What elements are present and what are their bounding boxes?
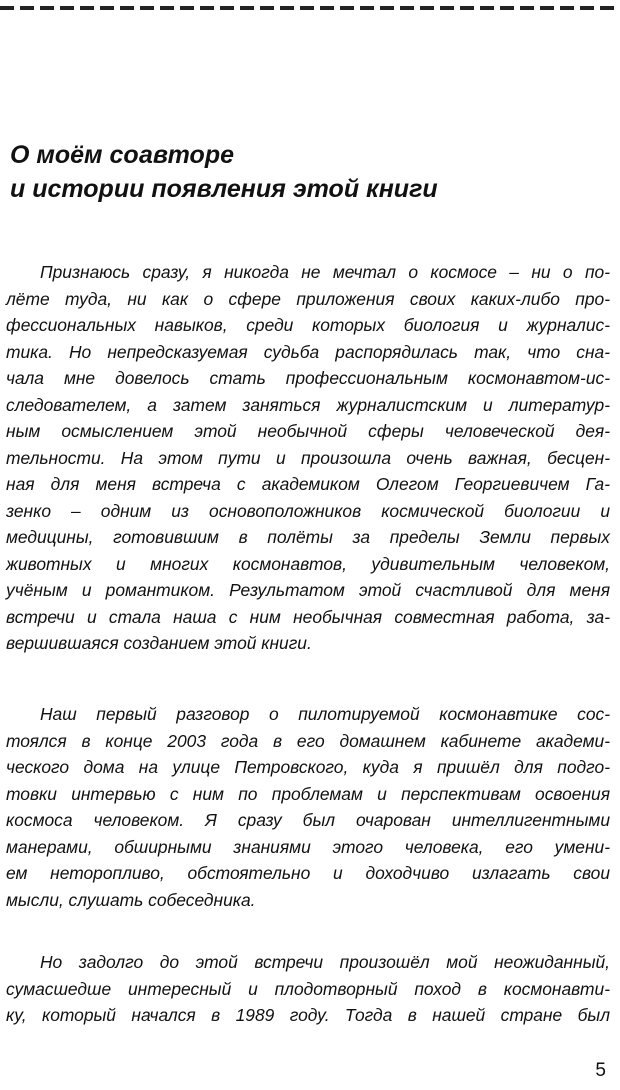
text-line: Но задолго до этой встречи произошёл мой неожиданный, xyxy=(40,952,610,972)
text-line: ем неторопливо, обстоятельно и доходчиво излагать свои xyxy=(6,863,610,883)
text-line: тельности. На этом пути и произошла очень важная, бесцен- xyxy=(6,447,610,468)
text-line: ческого дома на улице Петровского, куда я пришёл для подго- xyxy=(6,757,610,777)
chapter-title xyxy=(10,138,610,206)
text-line: космоса человеком. Я сразу был очарован интеллигентными xyxy=(6,810,610,830)
text-line: ным осмыслением этой необычной сферы человеческой дея- xyxy=(6,421,610,441)
body-paragraph-2 xyxy=(6,701,610,913)
text-line: сумасшедше интересный и плодотворный поход в космонавти- xyxy=(6,978,610,999)
text-line: животных и многих космонавтов, удивительным человеком, xyxy=(6,553,610,574)
text-line: следователем, а затем заняться журналистским и литератур- xyxy=(6,394,610,415)
text-line: вершившаяся созданием этой книги. xyxy=(6,633,312,653)
text-line: ку, который начался в 1989 году. Тогда в нашей стране был xyxy=(6,1005,610,1025)
top-dashed-rule xyxy=(0,6,620,10)
text-line: тоялся в конце 2003 года в его домашнем кабинете академи- xyxy=(6,730,610,751)
text-line: товки интервью с ним по проблемам и перспективам освоения xyxy=(6,783,610,804)
text-line: ная для меня встреча с академиком Олегом Георгиевичем Га- xyxy=(6,474,610,494)
chapter-title-line: и истории появления этой книги xyxy=(10,175,438,203)
text-line: Признаюсь сразу, я никогда не мечтал о космосе – ни о по- xyxy=(40,262,610,282)
text-line: мысли, слушать собеседника. xyxy=(6,889,256,910)
text-line: манерами, обширными знаниями этого человека, его умени- xyxy=(6,836,610,857)
text-line: зенко – одним из основоположников космической биологии и xyxy=(6,500,610,521)
text-line: тика. Но непредсказуемая судьба распорядилась так, что сна- xyxy=(6,341,610,362)
text-line: Наш первый разговор о пилотируемой космонавтике сос- xyxy=(40,704,610,724)
text-line: лёте туда, ни как о сфере приложения своих каких-либо про- xyxy=(6,288,610,309)
body-paragraph-1 xyxy=(6,259,610,657)
body-paragraph-3 xyxy=(6,949,610,1029)
text-line: чала мне довелось стать профессиональным космонавтом-ис- xyxy=(6,368,610,388)
text-line: встречи и стала наша с ним необычная совместная работа, за- xyxy=(6,606,610,627)
page-number: 5 xyxy=(595,1060,606,1081)
chapter-title-line: О моём соавторе xyxy=(10,141,234,169)
text-line: фессиональных навыков, среди которых биология и журналис- xyxy=(6,315,610,335)
text-line: учёным и романтиком. Результатом этой счастливой для меня xyxy=(6,580,610,600)
text-line: медицины, готовившим в полёты за пределы Земли первых xyxy=(6,527,610,547)
